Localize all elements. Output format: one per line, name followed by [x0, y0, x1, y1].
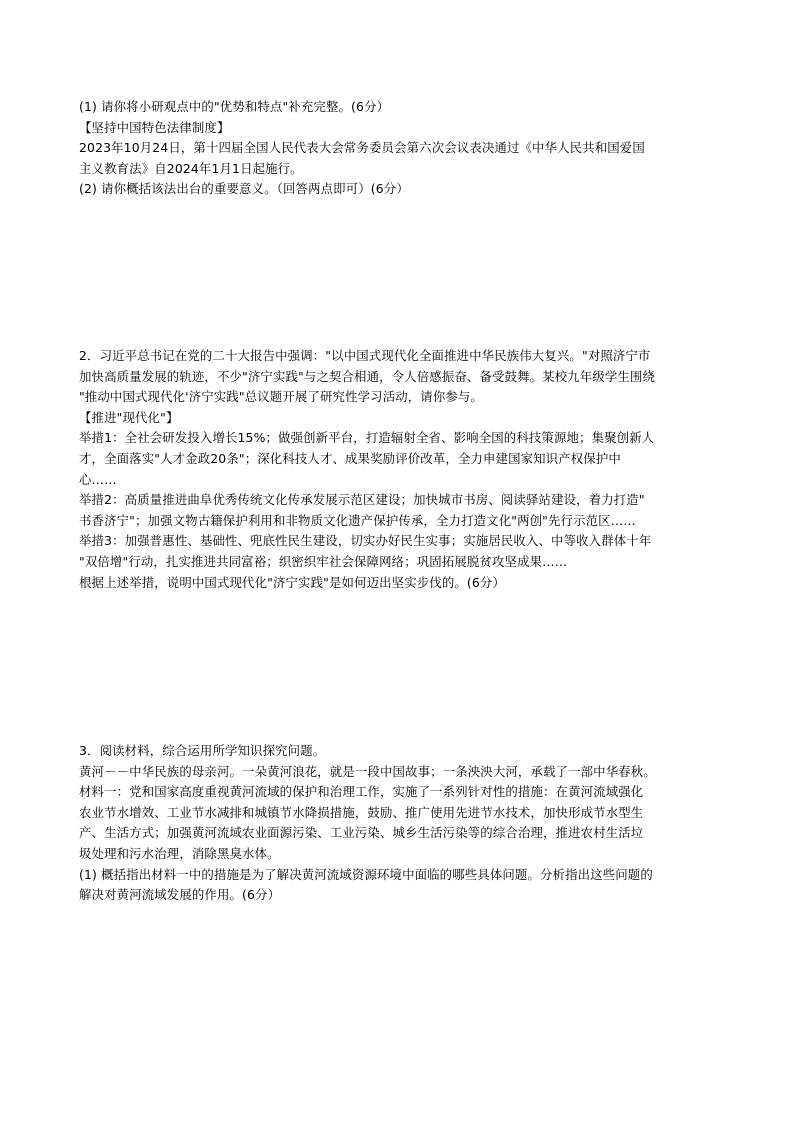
- measure-2-line: 举措2：高质量推进曲阜优秀传统文化传承发展示范区建设；加快城市书房、阅读驿站建设，着力打造": [79, 492, 645, 508]
- measure-1-line: 心……: [79, 471, 117, 487]
- section-rule-of-law: [79, 97, 720, 200]
- question-prompt: 解决对黄河流域发展的作用。(6分）: [79, 887, 281, 903]
- material-1-line: 材料一：党和国家高度重视黄河流域的保护和治理工作，实施了一系列针对性的措施：在黄河流域强化: [79, 784, 644, 800]
- question-intro-line: 3．阅读材料，综合运用所学知识探究问题。: [79, 743, 326, 758]
- question-1-prompt: (1) 请你将小研观点中的"优势和特点"补充完整。(6分）: [79, 99, 390, 114]
- question-prompt: 根据上述举措，说明中国式现代化"济宁实践"是如何迈出坚实步伐的。(6分）: [79, 574, 506, 590]
- measure-1-line: 才，全面落实"人才金政20条"；深化科技人才、成果奖励评价改革，全力申建国家知识产权保护中: [79, 450, 621, 466]
- material-text-line: 黄河－－中华民族的母亲河。一朵黄河浪花，就是一段中国故事；一条泱泱大河，承载了一部中华春秋。: [79, 763, 656, 779]
- measure-3-line: 举措3：加强普惠性、基础性、兜底性民生建设，切实办好民生实事；实施居民收入、中等收入群体十年: [79, 533, 652, 549]
- question-intro-line: "推动中国式现代化'济宁实践"总议题开展了研究性学习活动，请你参与。: [79, 389, 484, 405]
- question-intro-line: 加快高质量发展的轨迹，不少"济宁实践"与之契合相通，令人倍感振奋、备受鼓舞。某校九年级学生围绕: [79, 368, 656, 384]
- section-heading-modernization: 【推进"现代化"】: [79, 409, 179, 425]
- question-prompt: (1) 概括指出材料一中的措施是为了解决黄河流域资源环境中面临的哪些具体问题。分析指出这些问题的: [79, 866, 653, 882]
- material-text-line: 主义教育法》自2024年1月1日起施行。: [79, 160, 303, 176]
- material-text-line: 2023年10月24日，第十四届全国人民代表大会常务委员会第六次会议表决通过《中华人民共和国爱国: [79, 140, 645, 156]
- material-1-line: 产、生活方式；加强黄河流域农业面源污染、工业污染、城乡生活污染等的综合治理，推进农村生活垃: [79, 825, 644, 841]
- measure-2-line: 书香济宁"；加强文物古籍保护利用和非物质文化遗产保护传承，全力打造文化"两创"先行示范区……: [79, 512, 636, 528]
- question-intro-line: 2．习近平总书记在党的二十大报告中强调："以中国式现代化全面推进中华民族伟大复兴。"对照济宁市: [79, 348, 651, 363]
- question-2-section: [79, 346, 720, 593]
- section-heading-legal-system: 【坚持中国特色法律制度】: [79, 119, 230, 135]
- material-1-line: 圾处理和污水治理，消除黑臭水体。: [79, 845, 280, 861]
- material-1-line: 农业节水增效、工业节水减排和城镇节水降损措施，鼓励、推广使用先进节水技术，加快形成节水型生: [79, 804, 644, 820]
- question-2-prompt: (2) 请你概括该法出台的重要意义。（回答两点即可）(6分）: [79, 181, 409, 197]
- measure-3-line: "双倍增"行动，扎实推进共同富裕；织密织牢社会保障网络；巩固拓展脱贫攻坚成果……: [79, 553, 568, 569]
- question-3-section: [79, 741, 720, 906]
- measure-1-line: 举措1：全社会研发投入增长15%；做强创新平台，打造辐射全省、影响全国的科技策源地；集聚创新人: [79, 430, 655, 446]
